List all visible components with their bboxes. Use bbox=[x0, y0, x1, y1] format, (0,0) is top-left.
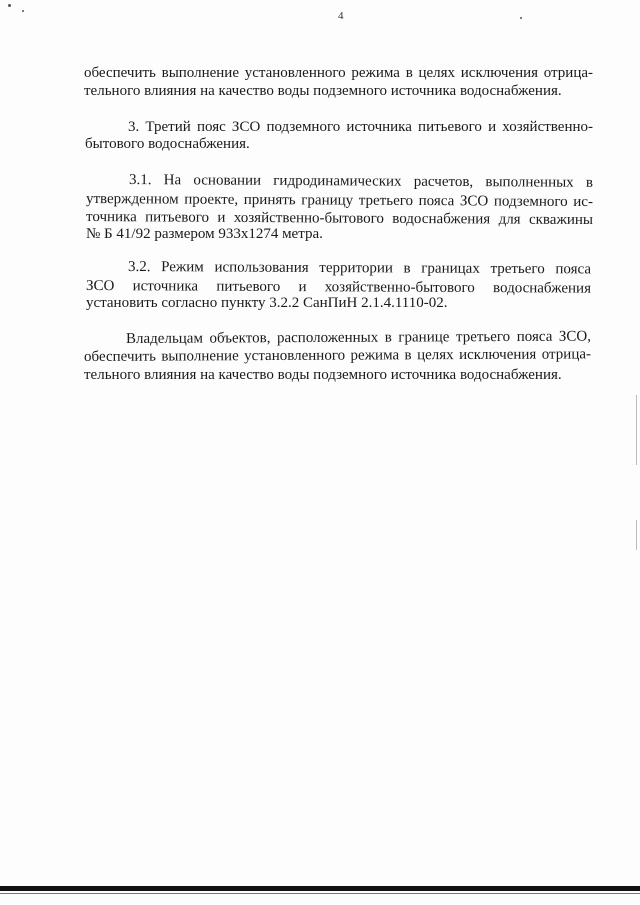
scan-bottom-border bbox=[0, 886, 640, 891]
page-number: 4 bbox=[338, 10, 344, 22]
paragraph-4-line-2: ЗСО источника питьевого и хозяйственно-бытового водоснабжения bbox=[85, 278, 592, 297]
paragraph-3-line-4: № Б 41/92 размером 933х1274 метра. bbox=[86, 226, 323, 242]
paragraph-2-line-2: бытового водоснабжения. bbox=[85, 136, 250, 152]
paragraph-4-line-1: 3.2. Режим использования территории в границах третьего пояса bbox=[127, 259, 592, 278]
paragraph-4-line-3: установить согласно пункту 3.2.2 СанПиН 2.1.4.1110-02. bbox=[86, 295, 448, 311]
scan-bottom-border-thin bbox=[0, 893, 640, 894]
paragraph-1-line-2: тельного влияния на качество воды подземного источника водоснабжения. bbox=[84, 83, 562, 99]
paragraph-1-line-1: обеспечить выполнение установленного режима в целях исключения отрица- bbox=[84, 65, 593, 81]
paragraph-3-line-1: 3.1. На основании гидродинамических расчетов, выполненных в bbox=[128, 172, 594, 191]
scan-edge-line bbox=[636, 395, 637, 465]
paragraph-5-line-3: тельного влияния на качество воды подземного источника водоснабжения. bbox=[84, 367, 562, 383]
paragraph-2-line-1: 3. Третий пояс ЗСО подземного источника питьевого и хозяйственно- bbox=[128, 119, 593, 135]
paragraph-3-line-2: утвержденном проекте, принять границу третьего пояса ЗСО подземного ис- bbox=[85, 191, 594, 211]
paragraph-5-line-1: Владельцам объектов, расположенных в границе третьего пояса ЗСО, bbox=[125, 328, 592, 347]
scan-speck bbox=[520, 17, 522, 19]
scan-edge-line bbox=[636, 520, 637, 550]
scan-speck bbox=[22, 10, 24, 12]
scan-speck bbox=[8, 4, 11, 7]
paragraph-3-line-3: точника питьевого и хозяйственно-бытового водоснабжения для скважины bbox=[85, 209, 594, 229]
paragraph-5-line-2: обеспечить выполнение установленного режима в целях исключения отрица- bbox=[83, 346, 592, 365]
